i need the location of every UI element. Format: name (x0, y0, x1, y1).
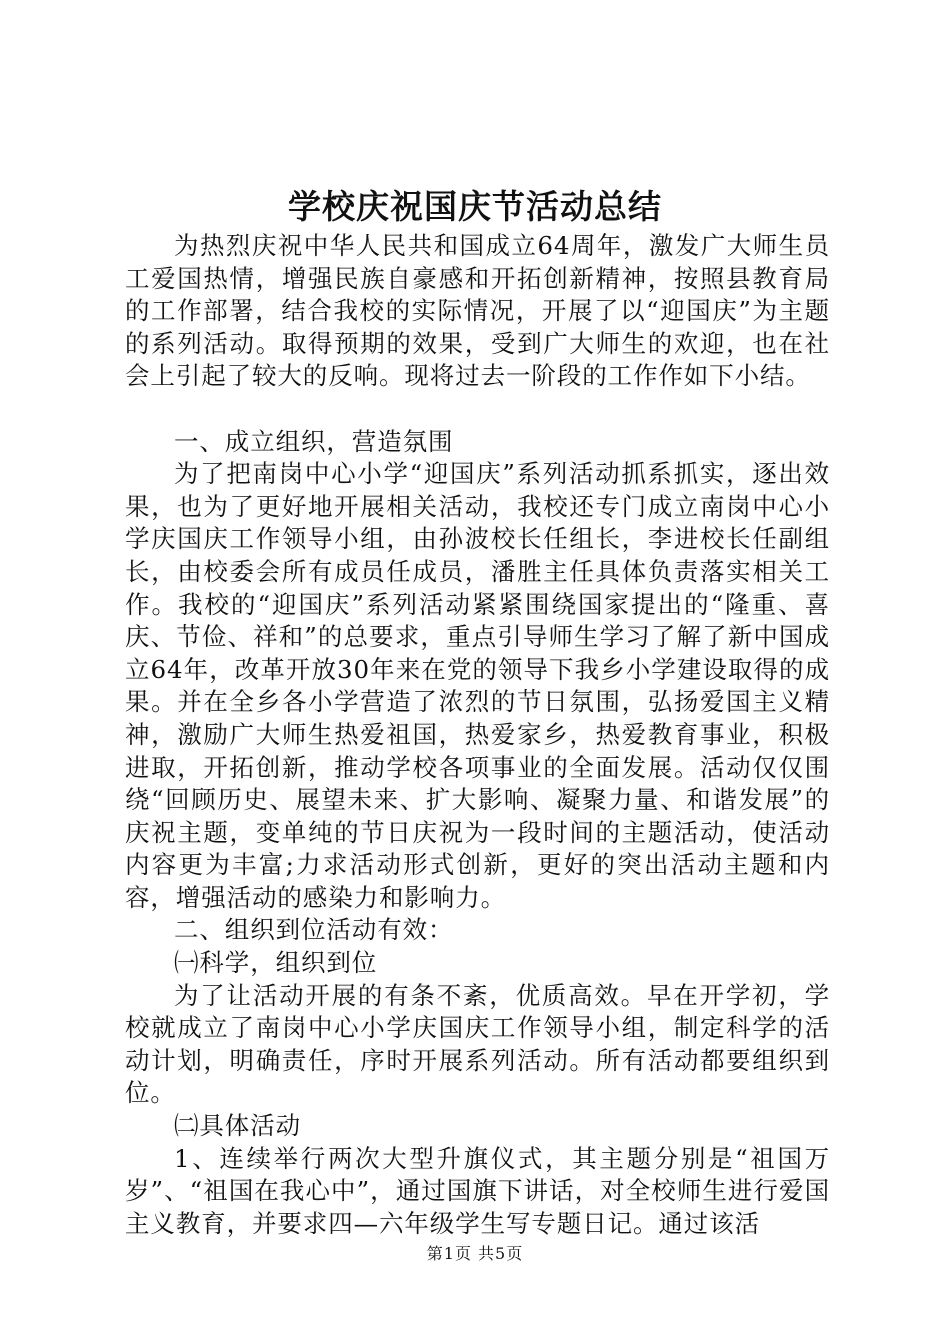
subsection-1-paragraph: 为了让活动开展的有条不紊，优质高效。早在开学初，学校就成立了南岗中心小学庆国庆工作领导小组，制定科学的活动计划，明确责任，序时开展系列活动。所有活动都要组织到位。 (125, 980, 830, 1108)
subsection-heading-2: ㈡具体活动 (174, 1111, 301, 1141)
activity-1-paragraph: 1、连续举行两次大型升旗仪式，其主题分别是“祖国万岁”、“祖国在我心中”，通过国旗下讲话，对全校师生进行爱国主义教育，并要求四—六年级学生写专题日记。通过该活 (125, 1143, 830, 1238)
intro-paragraph: 为热烈庆祝中华人民共和国成立64周年，激发广大师生员工爱国热情，增强民族自豪感和开拓创新精神，按照县教育局的工作部署，结合我校的实际情况，开展了以“迎国庆”为主题的系列活动。取得预期的效果，受到广大师生的欢迎，也在社会上引起了较大的反响。现将过去一阶段的工作作如下小结。 (125, 231, 830, 391)
section-heading-1: 一、成立组织，营造氛围 (174, 426, 454, 456)
subsection-heading-1: ㈠科学，组织到位 (174, 948, 378, 978)
section-heading-2: 二、组织到位活动有效： (174, 915, 454, 945)
document-body (125, 230, 830, 1240)
paragraph-spacer (125, 393, 830, 426)
document-title: 学校庆祝国庆节活动总结 (288, 187, 662, 226)
section-1-paragraph: 为了把南岗中心小学“迎国庆”系列活动抓系抓实，逐出效果，也为了更好地开展相关活动，我校还专门成立南岗中心小学庆国庆工作领导小组，由孙波校长任组长，李进校长任副组长，由校委会所有成员任成员，潘胜主任具体负责落实相关工作。我校的“迎国庆”系列活动紧紧围绕国家提出的“隆重、喜庆、节俭、祥和”的总要求，重点引导师生学习了解了新中国成立64年，改革开放30年来在党的领导下我乡小学建设取得的成果。并在全乡各小学营造了浓烈的节日氛围，弘扬爱国主义精神，激励广大师生热爱祖国，热爱家乡，热爱教育事业，积极进取，开拓创新，推动学校各项事业的全面发展。活动仅仅围绕“回顾历史、展望未来、扩大影响、凝聚力量、和谐发展”的庆祝主题，变单纯的节日庆祝为一段时间的主题活动，使活动内容更为丰富;力求活动形式创新，更好的突出活动主题和内容，增强活动的感染力和影响力。 (125, 459, 830, 912)
page-footer: 第1页 共5页 (426, 1244, 524, 1263)
